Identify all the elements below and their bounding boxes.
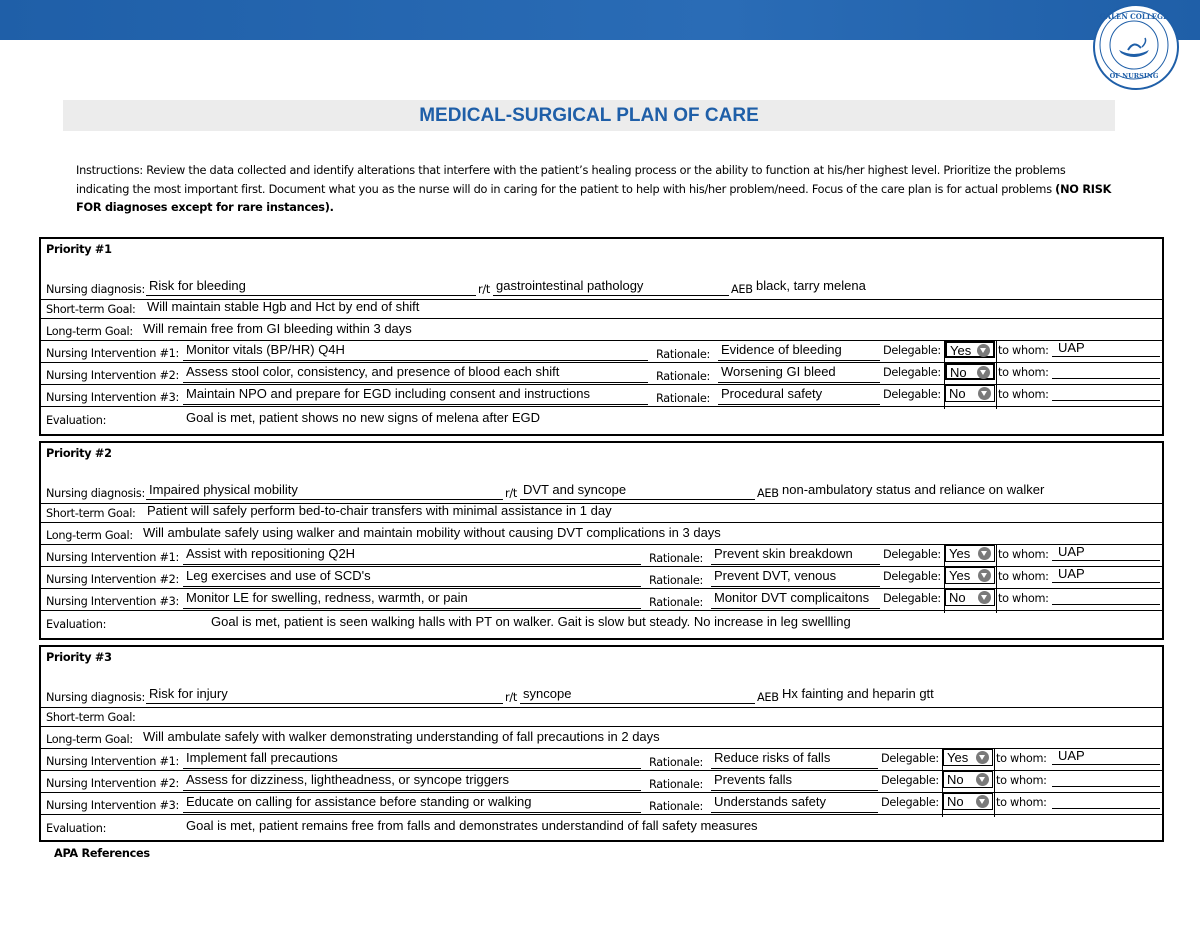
- rt-field[interactable]: DVT and syncope: [523, 482, 627, 497]
- chevron-down-icon: [978, 591, 991, 604]
- delegable-dropdown[interactable]: [945, 545, 995, 562]
- rationale-label: Rationale:: [656, 348, 710, 361]
- college-seal-logo: [1093, 4, 1179, 90]
- rationale-2-field[interactable]: Prevents falls: [714, 772, 793, 787]
- intervention-underline: [183, 382, 648, 383]
- intervention-2-label: Nursing Intervention #2:: [46, 369, 180, 382]
- short-term-goal-label: Short-term Goal:: [46, 507, 136, 520]
- to-whom-underline: [1052, 582, 1160, 583]
- chevron-down-icon: [977, 366, 990, 379]
- intervention-1-field[interactable]: Monitor vitals (BP/HR) Q4H: [186, 342, 345, 357]
- long-term-goal-field[interactable]: Will remain free from GI bleeding within 3 days: [143, 321, 412, 336]
- delegable-value: Yes: [950, 343, 972, 358]
- intervention-3-label: Nursing Intervention #3:: [46, 391, 180, 404]
- intervention-underline: [183, 564, 641, 565]
- to-whom-underline: [1052, 400, 1160, 401]
- priority-box-3: [39, 645, 1164, 842]
- delegable-dropdown[interactable]: [945, 567, 995, 584]
- rationale-label: Rationale:: [649, 778, 703, 791]
- intervention-2-field[interactable]: Assess for dizziness, lightheadness, or syncope triggers: [186, 772, 509, 787]
- evaluation-label: Evaluation:: [46, 822, 107, 835]
- rationale-label: Rationale:: [649, 596, 703, 609]
- rationale-label: Rationale:: [649, 552, 703, 565]
- to-whom-2-field[interactable]: UAP: [1058, 566, 1085, 581]
- row-divider: [41, 726, 1162, 727]
- rationale-underline: [711, 812, 878, 813]
- to-whom-underline: [1052, 764, 1160, 765]
- priority-heading: Priority #2: [46, 447, 112, 460]
- to-whom-label: to whom:: [996, 796, 1047, 809]
- svg-text:OF NURSING: OF NURSING: [1109, 72, 1159, 80]
- priority-heading: Priority #3: [46, 651, 112, 664]
- rationale-1-field[interactable]: Reduce risks of falls: [714, 750, 831, 765]
- delegable-label: Delegable:: [883, 592, 941, 605]
- long-term-goal-field[interactable]: Will ambulate safely with walker demonstrating understanding of fall precautions in 2 days: [143, 729, 660, 744]
- chevron-down-icon: [976, 773, 989, 786]
- rationale-1-field[interactable]: Prevent skin breakdown: [714, 546, 853, 561]
- rationale-underline: [711, 586, 880, 587]
- rt-field[interactable]: gastrointestinal pathology: [496, 278, 644, 293]
- intervention-2-label: Nursing Intervention #2:: [46, 777, 180, 790]
- rt-label: r/t: [505, 691, 517, 704]
- rationale-2-field[interactable]: Worsening GI bleed: [721, 364, 836, 379]
- aeb-field[interactable]: non-ambulatory status and reliance on walker: [782, 482, 1045, 497]
- instructions-text: Instructions: Review the data collected and identify alterations that interfere with the patient’s healing process or the ability to function at his/her highest level. Prioritize the problems indicating the most important first. Document what you as the nurse will do in caring for the patient to help with his/her problem/need. Focus of the care plan is for actual problems: [76, 164, 1066, 196]
- to-whom-underline: [1052, 560, 1160, 561]
- rt-underline: [520, 499, 755, 500]
- aeb-label: AEB: [731, 283, 753, 296]
- rt-underline: [493, 295, 729, 296]
- rationale-label: Rationale:: [649, 756, 703, 769]
- delegable-label: Delegable:: [883, 366, 941, 379]
- rationale-label: Rationale:: [649, 800, 703, 813]
- rt-label: r/t: [478, 283, 490, 296]
- rationale-underline: [718, 404, 880, 405]
- diagnosis-underline: [146, 703, 503, 704]
- intervention-3-field[interactable]: Monitor LE for swelling, redness, warmth, or pain: [186, 590, 468, 605]
- row-divider: [41, 707, 1162, 708]
- delegable-column-border: [944, 340, 945, 409]
- delegable-column-border: [994, 748, 995, 817]
- chevron-down-icon: [977, 344, 990, 357]
- to-whom-underline: [1052, 604, 1160, 605]
- long-term-goal-label: Long-term Goal:: [46, 325, 133, 338]
- chevron-down-icon: [978, 547, 991, 560]
- rationale-3-field[interactable]: Understands safety: [714, 794, 827, 809]
- delegable-label: Delegable:: [883, 388, 941, 401]
- evaluation-label: Evaluation:: [46, 414, 107, 427]
- nursing-diagnosis-label: Nursing diagnosis:: [46, 487, 145, 500]
- to-whom-underline: [1052, 356, 1160, 357]
- rationale-2-field[interactable]: Prevent DVT, venous: [714, 568, 837, 583]
- rationale-label: Rationale:: [649, 574, 703, 587]
- intervention-3-field[interactable]: Educate on calling for assistance before standing or walking: [186, 794, 532, 809]
- short-term-goal-field[interactable]: Will maintain stable Hgb and Hct by end of shift: [147, 299, 420, 314]
- long-term-goal-field[interactable]: Will ambulate safely using walker and maintain mobility without causing DVT complications in 3 days: [143, 525, 721, 540]
- rationale-3-field[interactable]: Procedural safety: [721, 386, 823, 401]
- nursing-diagnosis-label: Nursing diagnosis:: [46, 283, 145, 296]
- header-bar: [0, 0, 1200, 40]
- evaluation-label: Evaluation:: [46, 618, 107, 631]
- nursing-diagnosis-field[interactable]: Impaired physical mobility: [149, 482, 298, 497]
- rationale-1-field[interactable]: Evidence of bleeding: [721, 342, 842, 357]
- delegable-label: Delegable:: [881, 774, 939, 787]
- to-whom-label: to whom:: [996, 752, 1047, 765]
- delegable-value: No: [949, 386, 966, 401]
- rationale-underline: [711, 790, 878, 791]
- rt-underline: [520, 703, 755, 704]
- intervention-underline: [183, 812, 641, 813]
- delegable-column-border: [944, 544, 945, 613]
- aeb-field[interactable]: Hx fainting and heparin gtt: [782, 686, 934, 701]
- aeb-label: AEB: [757, 487, 779, 500]
- svg-text:GALEN COLLEGE: GALEN COLLEGE: [1099, 12, 1169, 21]
- delegable-label: Delegable:: [883, 570, 941, 583]
- diagnosis-underline: [146, 295, 476, 296]
- delegable-column-border: [996, 340, 997, 409]
- delegable-value: Yes: [949, 568, 971, 583]
- rationale-label: Rationale:: [656, 370, 710, 383]
- long-term-goal-label: Long-term Goal:: [46, 733, 133, 746]
- delegable-label: Delegable:: [883, 548, 941, 561]
- to-whom-1-field[interactable]: UAP: [1058, 748, 1085, 763]
- to-whom-label: to whom:: [998, 592, 1049, 605]
- to-whom-1-field[interactable]: UAP: [1058, 544, 1085, 559]
- row-divider: [41, 406, 1162, 407]
- delegable-value: Yes: [949, 546, 971, 561]
- rationale-underline: [711, 768, 878, 769]
- intervention-underline: [183, 768, 641, 769]
- delegable-dropdown[interactable]: [943, 771, 993, 788]
- short-term-goal-label: Short-term Goal:: [46, 303, 136, 316]
- to-whom-label: to whom:: [998, 344, 1049, 357]
- priority-box-2: [39, 441, 1164, 640]
- intervention-underline: [183, 404, 648, 405]
- rationale-underline: [718, 382, 880, 383]
- delegable-value: No: [947, 794, 964, 809]
- rationale-underline: [711, 608, 880, 609]
- intervention-1-field[interactable]: Assist with repositioning Q2H: [186, 546, 356, 561]
- priority-heading: Priority #1: [46, 243, 112, 256]
- to-whom-label: to whom:: [996, 774, 1047, 787]
- delegable-label: Delegable:: [881, 752, 939, 765]
- rationale-3-field[interactable]: Monitor DVT complicaitons: [714, 590, 870, 605]
- delegable-dropdown[interactable]: [945, 341, 995, 358]
- instructions-bold: (NO RISK FOR diagnoses except for rare instances).: [76, 182, 1112, 214]
- to-whom-label: to whom:: [998, 548, 1049, 561]
- to-whom-label: to whom:: [998, 388, 1049, 401]
- delegable-dropdown[interactable]: [943, 749, 993, 766]
- delegable-dropdown[interactable]: [945, 589, 995, 606]
- delegable-value: No: [947, 772, 964, 787]
- diagnosis-underline: [146, 499, 503, 500]
- intervention-1-label: Nursing Intervention #1:: [46, 551, 180, 564]
- evaluation-field[interactable]: Goal is met, patient remains free from falls and demonstrates understandind of fall safety measures: [186, 818, 758, 833]
- delegable-dropdown[interactable]: [945, 363, 995, 380]
- delegable-column-border: [942, 748, 943, 817]
- to-whom-underline: [1052, 786, 1160, 787]
- apa-references: APA References: [54, 847, 150, 860]
- aeb-field[interactable]: black, tarry melena: [756, 278, 866, 293]
- to-whom-label: to whom:: [998, 570, 1049, 583]
- intervention-2-field[interactable]: Leg exercises and use of SCD's: [186, 568, 371, 583]
- intervention-1-label: Nursing Intervention #1:: [46, 347, 180, 360]
- intervention-3-label: Nursing Intervention #3:: [46, 799, 180, 812]
- nursing-diagnosis-field[interactable]: Risk for bleeding: [149, 278, 246, 293]
- chevron-down-icon: [976, 751, 989, 764]
- rt-label: r/t: [505, 487, 517, 500]
- delegable-value: No: [949, 590, 966, 605]
- title-bar: [63, 100, 1115, 131]
- row-divider: [41, 318, 1162, 319]
- aeb-label: AEB: [757, 691, 779, 704]
- chevron-down-icon: [978, 569, 991, 582]
- to-whom-label: to whom:: [998, 366, 1049, 379]
- intervention-underline: [183, 586, 641, 587]
- intervention-underline: [183, 790, 641, 791]
- intervention-2-label: Nursing Intervention #2:: [46, 573, 180, 586]
- intervention-1-field[interactable]: Implement fall precautions: [186, 750, 338, 765]
- short-term-goal-field[interactable]: Patient will safely perform bed-to-chair transfers with minimal assistance in 1 day: [147, 503, 612, 518]
- row-divider: [41, 522, 1162, 523]
- intervention-3-label: Nursing Intervention #3:: [46, 595, 180, 608]
- intervention-2-field[interactable]: Assess stool color, consistency, and presence of blood each shift: [186, 364, 560, 379]
- delegable-value: Yes: [947, 750, 969, 765]
- delegable-value: No: [950, 365, 967, 380]
- to-whom-underline: [1052, 808, 1160, 809]
- intervention-underline: [183, 360, 648, 361]
- delegable-dropdown[interactable]: [943, 793, 993, 810]
- delegable-dropdown[interactable]: [945, 385, 995, 402]
- intervention-3-field[interactable]: Maintain NPO and prepare for EGD including consent and instructions: [186, 386, 590, 401]
- row-divider: [41, 610, 1162, 611]
- rationale-underline: [711, 564, 880, 565]
- chevron-down-icon: [978, 387, 991, 400]
- rationale-underline: [718, 360, 880, 361]
- evaluation-field[interactable]: Goal is met, patient is seen walking halls with PT on walker. Gait is slow but steady. No increase in leg swellling: [211, 614, 851, 629]
- nursing-diagnosis-label: Nursing diagnosis:: [46, 691, 145, 704]
- page-title: MEDICAL-SURGICAL PLAN OF CARE: [419, 105, 759, 126]
- long-term-goal-label: Long-term Goal:: [46, 529, 133, 542]
- intervention-underline: [183, 608, 641, 609]
- delegable-column-border: [996, 544, 997, 613]
- rationale-label: Rationale:: [656, 392, 710, 405]
- priority-box-1: [39, 237, 1164, 436]
- short-term-goal-label: Short-term Goal:: [46, 711, 136, 724]
- delegable-label: Delegable:: [881, 796, 939, 809]
- to-whom-1-field[interactable]: UAP: [1058, 340, 1085, 355]
- nursing-diagnosis-field[interactable]: Risk for injury: [149, 686, 228, 701]
- chevron-down-icon: [976, 795, 989, 808]
- evaluation-field[interactable]: Goal is met, patient shows no new signs of melena after EGD: [186, 410, 541, 425]
- to-whom-underline: [1052, 378, 1160, 379]
- rt-field[interactable]: syncope: [523, 686, 572, 701]
- intervention-1-label: Nursing Intervention #1:: [46, 755, 180, 768]
- delegable-label: Delegable:: [883, 344, 941, 357]
- instructions: [76, 162, 1116, 218]
